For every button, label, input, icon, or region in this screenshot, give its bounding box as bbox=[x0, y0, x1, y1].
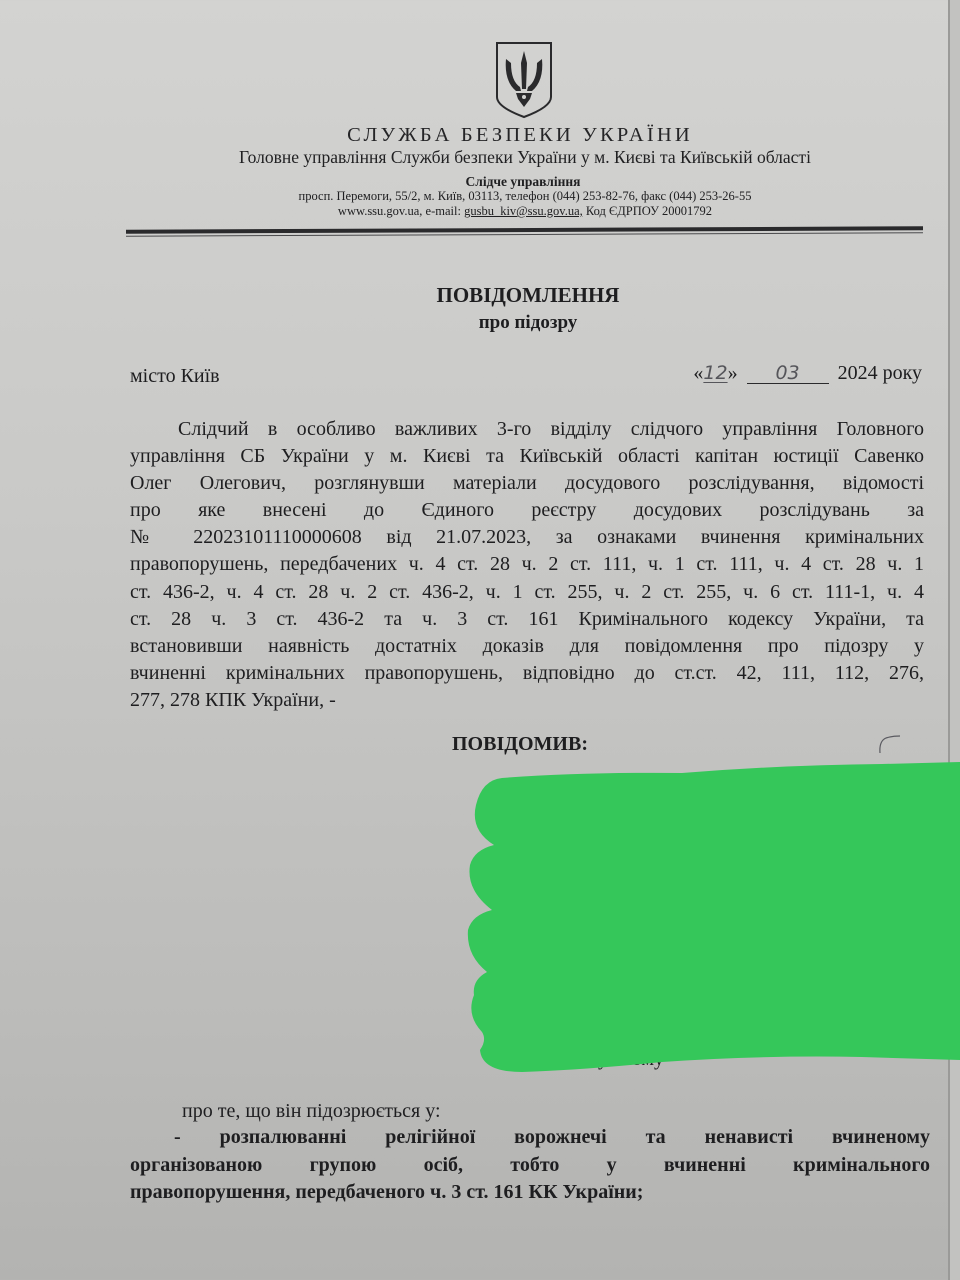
document-date bbox=[693, 362, 922, 385]
body-line: ст. 436-2, ч. 4 ст. 28 ч. 2 ст. 436-2, ч. 1 ст. 255, ч. 2 ст. 255, ч. 6 ст. 111-1, ч. 4 bbox=[130, 580, 924, 603]
document-subtitle: про підозру bbox=[478, 312, 578, 333]
date-month-field bbox=[747, 363, 829, 384]
body-line: правопорушень, передбачених ч. 4 ст. 28 ч. 2 ст. 111, ч. 1 ст. 111, ч. 4 ст. 28 ч. 1 bbox=[130, 553, 924, 576]
charge-line: - розпалюванні релігійної ворожнечі та ненависті вчиненому bbox=[174, 1126, 930, 1148]
charge-line: правопорушення, передбаченого ч. 3 ст. 161 КК України; bbox=[130, 1181, 644, 1203]
date-close-quote: » bbox=[727, 362, 738, 384]
contacts-line bbox=[0, 204, 960, 219]
main-directorate: Головне управління Служби безпеки України у м. Києві та Київській області bbox=[239, 147, 811, 167]
date-month-handwritten: 03 bbox=[775, 362, 800, 384]
document-title: ПОВІДОМЛЕННЯ bbox=[436, 283, 620, 307]
email-label: e-mail: bbox=[422, 204, 465, 218]
body-line: управління СБ України у м. Києві та Київській області капітан юстиції Савенко bbox=[130, 445, 924, 468]
email-link[interactable]: gusbu_kiv@ssu.gov.ua, bbox=[464, 204, 583, 218]
organization-name: СЛУЖБА БЕЗПЕКИ УКРАЇНИ bbox=[347, 124, 693, 146]
body-line: Слідчий в особливо важливих 3-го відділу слідчого управління Головного bbox=[178, 418, 924, 440]
redaction-overlay bbox=[462, 750, 960, 1080]
website-link[interactable]: www.ssu.gov.ua, bbox=[337, 204, 423, 218]
notified-heading: ПОВІДОМИВ: bbox=[452, 733, 588, 755]
charge-line: організованою групою осіб, тобто у вчиненні кримінального bbox=[130, 1153, 930, 1176]
charge-paragraph bbox=[130, 1124, 930, 1207]
suspicion-intro: про те, що він підозрюється у: bbox=[182, 1100, 441, 1122]
address-line: просп. Перемоги, 55/2, м. Київ, 03113, телефон (044) 253-82-76, факс (044) 253-26-55 bbox=[298, 189, 752, 203]
body-line: № 22023101110000608 від 21.07.2023, за ознаками вчинення кримінальних bbox=[130, 526, 924, 549]
city: місто Київ bbox=[130, 365, 220, 387]
body-line: 277, 278 КПК України, - bbox=[130, 688, 336, 711]
date-day-handwritten: 12 bbox=[703, 362, 728, 384]
department-name: Слідче управління bbox=[465, 174, 581, 189]
body-line: вчиненні кримінальних правопорушень, відповідно до ст.ст. 42, 111, 112, 276, bbox=[130, 661, 924, 684]
edrpou-code: Код ЄДРПОУ 20001792 bbox=[582, 204, 713, 218]
trident-coat-of-arms-icon bbox=[494, 41, 554, 119]
body-line: Олег Олегович, розглянувши матеріали досудового розслідування, відомості bbox=[130, 472, 924, 495]
body-line: ст. 28 ч. 3 ст. 436-2 та ч. 3 ст. 161 Кримінального кодексу України, та bbox=[130, 607, 924, 630]
body-paragraph bbox=[130, 416, 924, 714]
body-line: про яке внесені до Єдиного реєстру досудових розслідувань за bbox=[130, 499, 924, 522]
date-open-quote: « bbox=[693, 362, 704, 384]
body-line: встановивши наявність достатніх доказів для повідомлення про підозру у bbox=[130, 634, 924, 657]
date-year: 2024 року bbox=[837, 362, 922, 384]
